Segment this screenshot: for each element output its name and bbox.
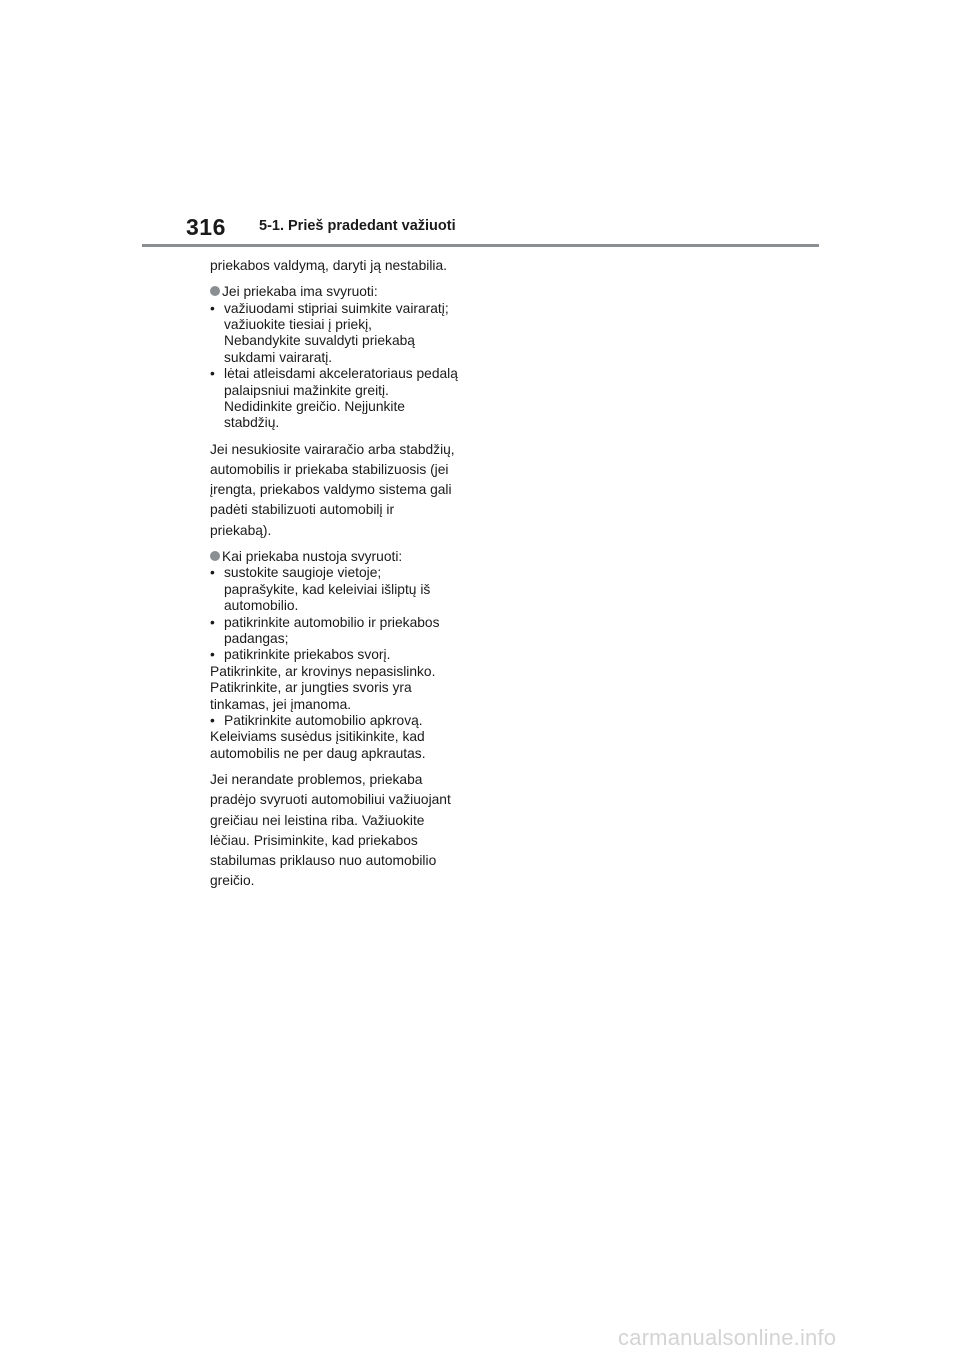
sub-item: • Patikrinkite automobilio apkrovą. [210,712,423,728]
text-line: greičio. [210,873,255,889]
sub-bullet: • [210,614,215,630]
sub-item-cont: padangas; [224,630,289,646]
bullet-text: Kai priekaba nustoja svyruoti: [222,548,403,564]
sub-item-cont: Nebandykite suvaldyti priekabą [224,333,415,349]
text-line: Jei nesukiosite vairaračio arba stabdžių, [210,441,455,457]
section-title: 5-1. Prieš pradedant važiuoti [259,218,456,234]
bullet-dot-icon [210,551,220,561]
text-line: Patikrinkite, ar krovinys nepasislinko. [210,663,436,679]
text-line: Patikrinkite, ar jungties svoris yra [210,680,412,696]
sway-instructions [210,284,480,432]
sub-item-cont: automobilio. [224,598,299,614]
sub-bullet: • [210,647,215,663]
sub-item-cont: sukdami vairaratį. [224,349,333,365]
text-line: automobilis ne per daug apkrautas. [210,745,426,761]
sub-item: • patikrinkite automobilio ir priekabos [210,614,440,630]
sub-item-cont: Nedidinkite greičio. Neįjunkite [224,399,405,415]
text-line: stabilumas priklauso nuo automobilio [210,852,437,868]
sub-bullet: • [210,565,215,581]
sub-item: • važiuodami stipriai suimkite vairaratį; [210,300,449,316]
header-rule [142,244,819,247]
sub-bullet: • [210,712,215,728]
text-line: tinkamas, jei įmanoma. [210,696,352,712]
text-line: pradėjo svyruoti automobiliui važiuojant [210,792,451,808]
page-number: 316 [186,214,226,240]
sub-item: • lėtai atleisdami akceleratoriaus pedalą [210,366,458,382]
sub-item-cont: stabdžių. [224,415,280,431]
text-line: automobilis ir priekaba stabilizuosis (jei [210,462,449,478]
main-content [210,256,480,899]
text-line: padėti stabilizuoti automobilį ir [210,502,395,518]
text-line: Jei nerandate problemos, priekaba [210,772,423,788]
after-sway-instructions [210,549,480,762]
intro-paragraph [210,256,480,276]
sub-item: • sustokite saugioje vietoje; [210,565,382,581]
watermark: carmanualsonline.info [618,1325,837,1350]
bullet-dot-icon [210,286,220,296]
text-line: Keleiviams susėdus įsitikinkite, kad [210,729,425,745]
bullet-item [210,284,480,300]
bullet-text: Jei priekaba ima svyruoti: [222,284,378,300]
text-line: lėčiau. Prisiminkite, kad priekabos [210,832,418,848]
sub-item-cont: paprašykite, kad keleiviai išliptų iš [224,581,431,597]
bullet-item [210,549,480,565]
sub-bullet: • [210,366,215,382]
text-line: įrengta, priekabos valdymo sistema gali [210,482,452,498]
sub-item-cont: palaipsniui mažinkite greitį. [224,382,389,398]
speed-paragraph [210,770,480,891]
page-header [0,208,960,248]
text-line: priekabą). [210,522,272,538]
text-line: greičiau nei leistina riba. Važiuokite [210,812,425,828]
sub-bullet: • [210,300,215,316]
stabilize-paragraph [210,440,480,541]
sub-item-cont: važiuokite tiesiai į priekį, [224,317,372,333]
text-line: priekabos valdymą, daryti ją nestabilia. [210,258,447,273]
sub-item: • patikrinkite priekabos svorį. [210,647,391,663]
